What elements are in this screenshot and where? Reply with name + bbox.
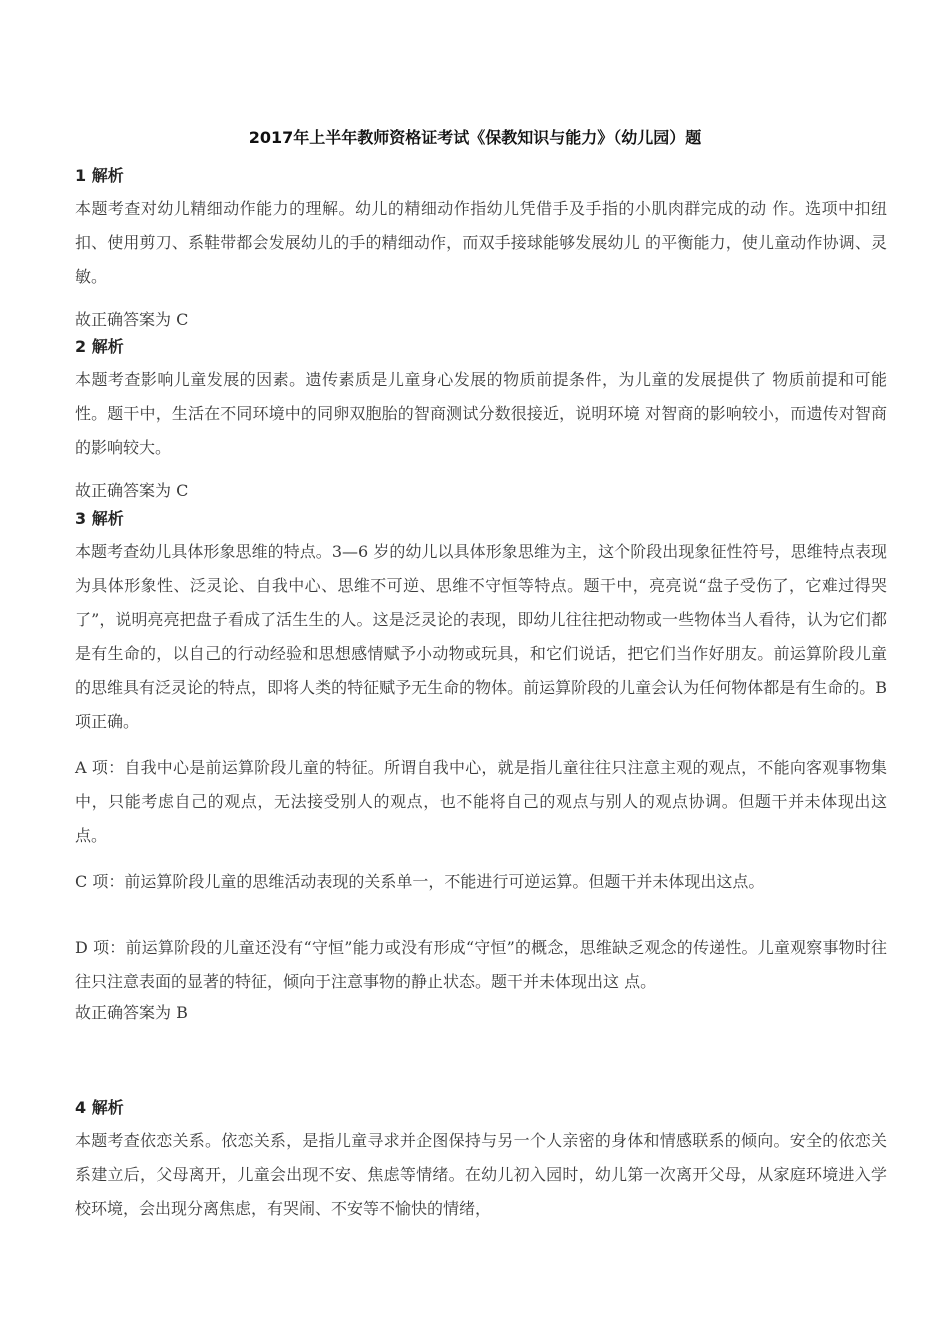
section-paragraph: 本题考查依恋关系。依恋关系，是指儿童寻求并企图保持与另一个人亲密的身体和情感联系的倾向。安全的依恋关系建立后，父母离开，儿童会出现不安、焦虑等情绪。在幼儿初入园时，幼儿第一次离开父母，从家庭环境进入学校环境，会出现分离焦虑，有哭闹、不安等不愉快的情绪， bbox=[75, 1131, 887, 1218]
answer-line: 故正确答案为 B bbox=[75, 1003, 188, 1022]
section-paragraph: 本题考查幼儿具体形象思维的特点。3—6 岁的幼儿以具体形象思维为主，这个阶段出现象征性符号，思维特点表现为具体形象性、泛灵论、自我中心、思维不可逆、思维不守恒等特点。题干中，亮亮说“盘子受伤了，它难过得哭了”，说明亮亮把盘子看成了活生生的人。这是泛灵论的表现，即幼儿往往把动物或一些物体当人看待，认为它们都是有生命的，以自己的行动经验和思想感情赋予小动物或玩具，和它们说话，把它们当作好朋友。前运算阶段儿童的思维具有泛灵论的特点，即将人类的特征赋予无生命的物体。前运算阶段的儿童会认为任何物体都是有生命的。B 项正确。 bbox=[75, 542, 887, 731]
section-paragraph: C 项：前运算阶段儿童的思维活动表现的关系单一，不能进行可逆运算。但题干并未体现出这点。 bbox=[75, 872, 765, 891]
section-paragraph: 本题考查影响儿童发展的因素。遗传素质是儿童身心发展的物质前提条件，为儿童的发展提供了 物质前提和可能性。题干中，生活在不同环境中的同卵双胞胎的智商测试分数很接近，说明环境 对智商的影响较小，而遗传对智商的影响较大。 bbox=[75, 370, 887, 457]
section-heading: 3 解析 bbox=[75, 509, 124, 528]
section-2 bbox=[75, 333, 887, 505]
section-heading: 2 解析 bbox=[75, 337, 124, 356]
section-1 bbox=[75, 162, 887, 334]
page-title: 2017年上半年教师资格证考试《保教知识与能力》（幼儿园）题 bbox=[248, 128, 702, 147]
section-4 bbox=[75, 1094, 887, 1226]
section-paragraph: A 项：自我中心是前运算阶段儿童的特征。所谓自我中心，就是指儿童往往只注意主观的观点，不能向客观事物集中，只能考虑自己的观点，无法接受别人的观点，也不能将自己的观点与别人的观点协调。但题干并未体现出这点。 bbox=[75, 758, 887, 845]
section-heading: 4 解析 bbox=[75, 1098, 124, 1117]
section-paragraph: 本题考查对幼儿精细动作能力的理解。幼儿的精细动作指幼儿凭借手及手指的小肌肉群完成的动 作。选项中扣纽扣、使用剪刀、系鞋带都会发展幼儿的手的精细动作，而双手接球能够发展幼儿 的平衡能力，使儿童动作协调、灵敏。 bbox=[75, 199, 887, 286]
section-3 bbox=[75, 505, 887, 1027]
answer-line: 故正确答案为 C bbox=[75, 481, 189, 500]
answer-line: 故正确答案为 C bbox=[75, 310, 189, 329]
section-paragraph: D 项：前运算阶段的儿童还没有“守恒”能力或没有形成“守恒”的概念，思维缺乏观念的传递性。儿童观察事物时往往只注意表面的显著的特征，倾向于注意事物的静止状态。题干并未体现出这 点。 bbox=[75, 938, 887, 991]
section-heading: 1 解析 bbox=[75, 166, 124, 185]
